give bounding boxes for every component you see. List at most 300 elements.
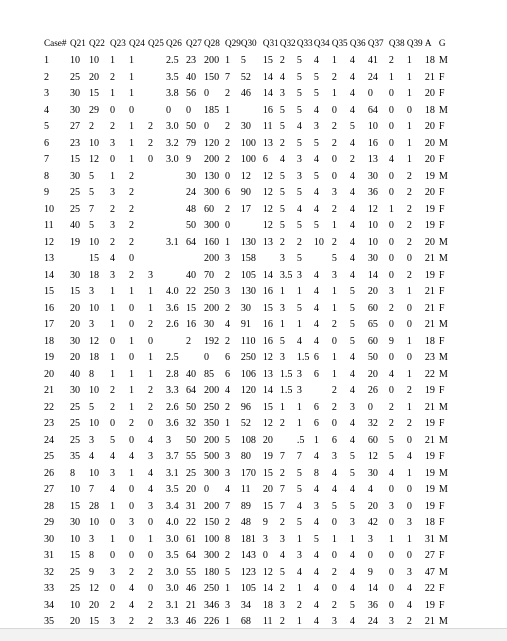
table-row — [44, 202, 451, 219]
table-cell: 1 — [148, 368, 154, 380]
table-cell: 5 — [296, 55, 302, 67]
table-cell: 2 — [388, 302, 394, 314]
table-cell: 200 — [204, 253, 220, 265]
table-cell: 2 — [110, 236, 116, 248]
table-cell: 7 — [44, 154, 50, 166]
table-cell: 0 — [148, 335, 154, 347]
table-cell: 0 — [406, 550, 412, 562]
column-header: Q32 — [279, 38, 296, 49]
table-cell: 6 — [44, 137, 50, 149]
table-cell: 80 — [240, 451, 251, 463]
table-cell: 0 — [406, 352, 412, 364]
table-cell: 0 — [406, 500, 412, 512]
table-cell: 4 — [349, 269, 355, 281]
table-cell: 50 — [186, 401, 197, 413]
table-cell: 1 — [331, 286, 337, 298]
table-cell: 11 — [262, 616, 273, 628]
table-cell: 30 — [70, 104, 81, 116]
table-cell: 4 — [349, 71, 355, 83]
table-cell: 2 — [225, 302, 231, 314]
table-cell: 55 — [186, 451, 197, 463]
table-cell: 150 — [204, 71, 220, 83]
table-cell: 13 — [262, 368, 273, 380]
table-cell: 65 — [367, 319, 378, 331]
table-cell: 14 — [367, 583, 378, 595]
table-cell: 3.5 — [279, 269, 293, 281]
table-cell: 16 — [262, 335, 273, 347]
table-cell: 1 — [148, 302, 154, 314]
table-cell: 60 — [367, 335, 378, 347]
table-cell: 15 — [186, 302, 197, 314]
table-cell: 4 — [296, 335, 302, 347]
table-cell: 24 — [367, 616, 378, 628]
table-cell: 4 — [129, 599, 135, 611]
table-row — [44, 317, 451, 334]
table-cell: 41 — [367, 55, 378, 67]
table-cell: 3 — [148, 451, 154, 463]
table-cell: 2 — [225, 203, 231, 215]
table-cell: 12 — [262, 418, 273, 430]
table-cell: 4 — [296, 500, 302, 512]
table-cell — [263, 251, 280, 268]
table-cell: 19 — [424, 467, 435, 479]
table-cell: 1 — [129, 368, 135, 380]
table-cell: 0 — [129, 352, 135, 364]
table-cell: 4 — [296, 566, 302, 578]
table-cell: 5 — [296, 253, 302, 265]
table-cell: 2 — [148, 566, 154, 578]
table-cell: 3.0 — [166, 121, 179, 133]
column-header: Q28 — [204, 38, 220, 49]
table-cell: 22 — [424, 583, 435, 595]
table-cell: 1 — [129, 467, 135, 479]
table-cell — [148, 251, 166, 268]
table-cell: 19 — [424, 385, 435, 397]
table-cell: 4 — [349, 253, 355, 265]
table-cell: 7 — [225, 500, 231, 512]
table-cell: 89 — [240, 500, 251, 512]
table-cell: 17 — [44, 319, 55, 331]
table-cell: 5 — [296, 71, 302, 83]
table-cell: 1 — [313, 434, 319, 446]
table-cell: 4 — [349, 137, 355, 149]
table-cell: 25 — [70, 187, 81, 199]
table-cell: 3.5 — [166, 550, 179, 562]
table-cell: 10 — [367, 220, 378, 232]
table-cell: 50 — [186, 434, 197, 446]
table-cell: 0 — [204, 121, 210, 133]
table-cell: 4 — [349, 616, 355, 628]
table-cell: 4 — [225, 484, 231, 496]
table-cell: 4 — [313, 55, 319, 67]
table-cell: 19 — [424, 269, 435, 281]
table-cell: 0 — [225, 220, 231, 232]
table-cell: 64 — [186, 550, 197, 562]
table-cell: 12 — [367, 203, 378, 215]
table-cell: 0 — [110, 104, 116, 116]
table-cell: 346 — [204, 599, 220, 611]
table-cell: 7 — [279, 500, 285, 512]
table-cell: 3 — [110, 137, 116, 149]
table-cell — [241, 103, 263, 120]
table-cell: 25 — [186, 467, 197, 479]
table-cell: 3 — [279, 88, 285, 100]
table-cell: 16 — [367, 137, 378, 149]
table-cell: 0 — [129, 550, 135, 562]
table-cell: 4 — [349, 418, 355, 430]
table-cell: 4 — [349, 104, 355, 116]
table-cell: 19 — [424, 500, 435, 512]
table-cell: 3 — [110, 467, 116, 479]
table-cell: 2 — [225, 88, 231, 100]
table-cell: 250 — [240, 352, 256, 364]
table-cell: 3 — [89, 319, 95, 331]
table-cell: 200 — [204, 154, 220, 166]
table-cell: 10 — [89, 467, 100, 479]
table-cell: 4 — [349, 385, 355, 397]
table-cell: F — [438, 583, 445, 595]
table-cell: 5 — [313, 533, 319, 545]
table-cell: 9 — [44, 187, 50, 199]
table-cell: 2 — [129, 220, 135, 232]
table-cell: 21 — [424, 71, 435, 83]
table-row — [44, 136, 451, 153]
table-cell: 3.5 — [166, 71, 179, 83]
table-cell: 1 — [406, 154, 412, 166]
table-cell: 5 — [296, 467, 302, 479]
column-header: Case# — [44, 38, 67, 49]
table-row — [44, 565, 451, 582]
table-row — [44, 218, 451, 235]
table-cell: 12 — [262, 187, 273, 199]
table-cell: 30 — [204, 319, 215, 331]
table-cell: 1 — [279, 401, 285, 413]
table-cell: 4 — [349, 88, 355, 100]
table-cell: 3 — [279, 253, 285, 265]
table-cell — [166, 268, 186, 285]
table-cell: 7 — [225, 71, 231, 83]
table-cell: 2 — [331, 319, 337, 331]
table-cell: 90 — [240, 187, 251, 199]
table-cell: 1 — [129, 71, 135, 83]
table-cell: 1 — [296, 319, 302, 331]
table-cell: 1 — [331, 88, 337, 100]
table-cell: 20 — [424, 121, 435, 133]
table-cell: 21 — [424, 286, 435, 298]
table-cell — [280, 433, 297, 450]
table-cell: 3.1 — [166, 599, 179, 611]
table-cell — [166, 202, 186, 219]
table-row — [44, 103, 451, 120]
table-cell: 8 — [89, 550, 95, 562]
table-cell: 12 — [89, 583, 100, 595]
table-cell: 4.0 — [166, 286, 179, 298]
table-cell: 3 — [349, 401, 355, 413]
table-cell: 4 — [331, 484, 337, 496]
table-cell — [148, 202, 166, 219]
table-cell: 25 — [70, 401, 81, 413]
table-cell: 5 — [331, 253, 337, 265]
table-cell: 4 — [313, 517, 319, 529]
table-cell: 40 — [186, 269, 197, 281]
table-cell: 35 — [44, 616, 55, 628]
table-cell: 14 — [367, 269, 378, 281]
table-cell: 20 — [89, 599, 100, 611]
table-cell: 26 — [44, 467, 55, 479]
table-cell: 15 — [70, 500, 81, 512]
table-cell: 1 — [406, 71, 412, 83]
table-cell: 5 — [296, 137, 302, 149]
table-row — [44, 350, 451, 367]
table-cell: 5 — [279, 335, 285, 347]
table-cell: 7 — [279, 451, 285, 463]
table-cell: 100 — [240, 137, 256, 149]
table-cell — [186, 251, 204, 268]
table-cell: 200 — [204, 500, 220, 512]
table-cell: 28 — [89, 500, 100, 512]
table-cell: 1 — [225, 236, 231, 248]
table-cell: 100 — [240, 154, 256, 166]
table-cell: 40 — [186, 368, 197, 380]
table-cell: 1 — [129, 385, 135, 397]
table-cell: 4 — [349, 368, 355, 380]
table-cell: 2.5 — [166, 352, 179, 364]
table-cell: 200 — [204, 55, 220, 67]
table-cell: 0 — [110, 418, 116, 430]
table-cell: 11 — [44, 220, 54, 232]
table-cell: 130 — [240, 236, 256, 248]
table-cell: 30 — [240, 121, 251, 133]
table-cell: 4 — [148, 484, 154, 496]
table-cell: 1 — [296, 286, 302, 298]
table-cell: 0 — [388, 583, 394, 595]
table-cell: 1 — [110, 170, 116, 182]
table-cell: 23 — [44, 418, 55, 430]
table-cell: 15 — [262, 500, 273, 512]
table-row — [44, 119, 451, 136]
table-cell: 6 — [225, 187, 231, 199]
table-row — [44, 334, 451, 351]
column-header: Q21 — [70, 38, 86, 49]
table-cell: 105 — [240, 583, 256, 595]
table-cell: 27 — [70, 121, 81, 133]
table-cell: 25 — [70, 203, 81, 215]
table-cell: 1 — [129, 88, 135, 100]
table-cell: F — [438, 385, 445, 397]
table-cell: 2 — [110, 385, 116, 397]
table-cell: 0 — [262, 550, 268, 562]
table-cell: 3 — [279, 352, 285, 364]
table-cell: 0 — [388, 550, 394, 562]
table-cell: 2 — [148, 137, 154, 149]
table-cell: 20 — [424, 187, 435, 199]
table-cell: 3.6 — [166, 302, 179, 314]
table-cell: 55 — [186, 566, 197, 578]
table-cell: 30 — [70, 385, 81, 397]
table-cell: 1 — [279, 319, 285, 331]
table-cell: 10 — [89, 302, 100, 314]
table-cell: 300 — [204, 187, 220, 199]
table-cell: 1 — [129, 55, 135, 67]
table-cell: 15 — [262, 467, 273, 479]
table-cell: F — [438, 71, 445, 83]
table-cell: 2 — [279, 236, 285, 248]
table-cell: 15 — [70, 550, 81, 562]
table-cell: 12 — [262, 203, 273, 215]
table-cell: 30 — [70, 170, 81, 182]
table-cell: 64 — [367, 104, 378, 116]
table-cell: 34 — [240, 599, 251, 611]
table-cell: 21 — [44, 385, 55, 397]
table-cell: 9 — [89, 566, 95, 578]
table-cell: 60 — [367, 302, 378, 314]
table-cell: 1 — [225, 104, 231, 116]
table-cell: 18 — [424, 335, 435, 347]
table-cell: 2 — [331, 401, 337, 413]
table-cell: 105 — [240, 269, 256, 281]
table-cell: 0 — [388, 121, 394, 133]
table-cell: 5 — [313, 170, 319, 182]
table-cell: 185 — [204, 104, 220, 116]
table-cell: 47 — [424, 566, 435, 578]
table-cell: 150 — [204, 517, 220, 529]
table-cell: 8 — [225, 533, 231, 545]
table-cell: 32 — [367, 418, 378, 430]
table-cell: 5 — [279, 104, 285, 116]
table-cell: 5 — [240, 55, 246, 67]
table-cell: 18 — [424, 104, 435, 116]
table-cell: 8 — [44, 170, 50, 182]
table-cell: 0 — [110, 550, 116, 562]
table-cell: F — [438, 220, 445, 232]
table-cell: 10 — [70, 55, 81, 67]
table-cell: 52 — [240, 418, 251, 430]
table-cell: 143 — [240, 550, 256, 562]
table-cell: 3 — [331, 616, 337, 628]
table-cell: 8 — [70, 467, 76, 479]
table-cell: 1 — [296, 401, 302, 413]
table-cell: 1 — [148, 286, 154, 298]
table-cell: 13 — [367, 154, 378, 166]
table-cell: 0 — [331, 517, 337, 529]
table-cell: 15 — [89, 253, 100, 265]
survey-data-table — [44, 37, 451, 631]
table-cell: 3.3 — [166, 385, 179, 397]
table-cell: 3 — [296, 170, 302, 182]
table-cell: 0 — [388, 253, 394, 265]
table-cell: 20 — [424, 154, 435, 166]
table-cell: 4 — [313, 187, 319, 199]
table-cell: 0 — [388, 137, 394, 149]
table-cell: 3 — [388, 500, 394, 512]
table-cell: 0 — [204, 352, 210, 364]
table-cell: 20 — [70, 319, 81, 331]
table-cell: 3 — [89, 434, 95, 446]
table-cell: 24 — [367, 71, 378, 83]
table-cell: 2 — [406, 616, 412, 628]
table-cell: 2 — [406, 385, 412, 397]
table-cell: 18 — [89, 269, 100, 281]
table-cell — [166, 185, 186, 202]
table-cell: 0 — [406, 253, 412, 265]
table-cell: 1 — [129, 401, 135, 413]
table-cell: 5 — [313, 137, 319, 149]
table-cell: 2 — [279, 55, 285, 67]
table-cell: 4 — [349, 352, 355, 364]
table-cell: 1 — [110, 286, 116, 298]
table-cell: 10 — [70, 484, 81, 496]
table-cell: 10 — [89, 55, 100, 67]
table-cell: 15 — [262, 401, 273, 413]
table-cell: 4 — [388, 368, 394, 380]
table-cell: 5 — [296, 88, 302, 100]
table-cell: 50 — [186, 220, 197, 232]
table-cell: 30 — [44, 533, 55, 545]
table-cell: 16 — [262, 319, 273, 331]
table-cell: 0 — [129, 434, 135, 446]
table-cell: 12 — [89, 154, 100, 166]
table-cell: 30 — [70, 269, 81, 281]
table-cell: M — [438, 253, 448, 265]
table-cell: 5 — [279, 220, 285, 232]
table-cell: 3 — [148, 269, 154, 281]
table-cell: 0 — [331, 418, 337, 430]
table-cell: 2 — [129, 170, 135, 182]
table-cell — [148, 86, 166, 103]
table-cell: 2 — [148, 401, 154, 413]
table-cell: 21 — [186, 599, 197, 611]
table-cell: 1 — [406, 121, 412, 133]
table-cell: F — [438, 302, 445, 314]
table-cell: 2 — [296, 599, 302, 611]
table-cell: 46 — [186, 583, 197, 595]
table-cell: 2 — [331, 71, 337, 83]
table-cell: 4 — [406, 599, 412, 611]
table-cell: 20 — [186, 484, 197, 496]
table-cell — [148, 70, 166, 87]
table-cell: 12 — [262, 220, 273, 232]
table-cell — [148, 103, 166, 120]
table-cell: 4 — [129, 451, 135, 463]
table-cell: 250 — [204, 583, 220, 595]
table-cell: 3 — [89, 533, 95, 545]
table-cell: 20 — [367, 368, 378, 380]
table-cell: 0 — [129, 533, 135, 545]
table-cell — [166, 251, 186, 268]
table-cell: 4 — [279, 154, 285, 166]
table-cell — [148, 235, 166, 252]
table-cell: 15 — [89, 616, 100, 628]
table-cell: 0 — [388, 352, 394, 364]
table-cell: 4 — [313, 616, 319, 628]
table-cell: 3 — [279, 302, 285, 314]
table-cell: 50 — [186, 121, 197, 133]
table-cell: 3.1 — [166, 236, 179, 248]
table-cell: 3 — [110, 220, 116, 232]
table-cell: 0 — [129, 104, 135, 116]
table-cell: 30 — [240, 302, 251, 314]
table-cell: 5 — [388, 451, 394, 463]
table-cell: 0 — [331, 335, 337, 347]
table-cell: 2 — [225, 121, 231, 133]
table-cell: 100 — [204, 533, 220, 545]
table-cell: 14 — [44, 269, 55, 281]
table-cell: 7 — [296, 451, 302, 463]
table-row — [44, 86, 451, 103]
table-cell: 68 — [240, 616, 251, 628]
table-cell: 79 — [186, 137, 197, 149]
table-cell: 2 — [279, 418, 285, 430]
